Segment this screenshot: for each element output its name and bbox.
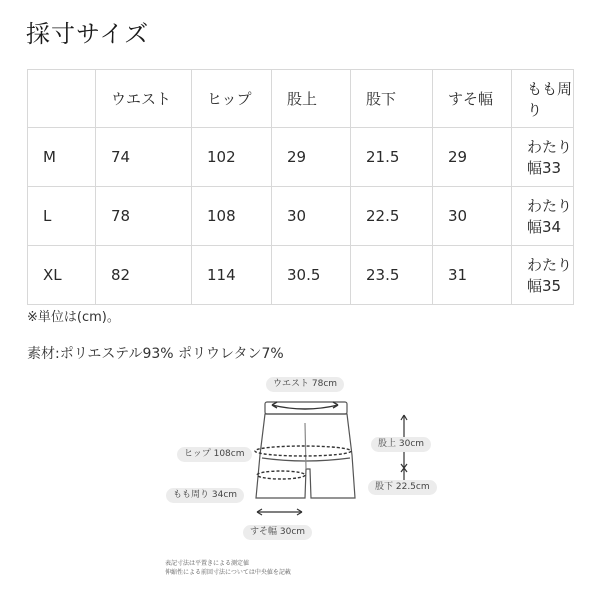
table-header-row [28,70,574,128]
page-title: 採寸サイズ [26,20,150,48]
size-cell: L [28,187,96,246]
rise-cell: 30.5 [272,246,351,305]
size-cell: M [28,128,96,187]
rise-label: 股上 30cm [371,437,431,452]
hem-cell: 31 [433,246,512,305]
header-cell-waist: ウエスト [96,70,192,128]
header-cell-thigh: もも周り [512,70,574,128]
hem-cell: 30 [433,187,512,246]
thigh-cell: わたり幅35 [512,246,574,305]
waist-label: ウエスト 78cm [266,377,344,392]
hip-cell: 114 [192,246,272,305]
fine-print-line: 表記寸法は平置きによる測定値 [165,560,250,567]
waist-cell: 74 [96,128,192,187]
hem-arrow [257,509,302,515]
table-row [28,187,574,246]
header-cell-empty [28,70,96,128]
hip-cell: 108 [192,187,272,246]
rise-cell: 29 [272,128,351,187]
table-row [28,128,574,187]
thigh-label: もも周り 34cm [166,488,244,503]
fine-print-line: 伸縮性による前回寸法については中央値を記載 [165,569,291,576]
header-cell-hip: ヒップ [192,70,272,128]
hem-label: すそ幅 30cm [243,525,312,540]
waist-arrow [272,402,338,409]
waist-cell: 82 [96,246,192,305]
inseam-cell: 22.5 [351,187,433,246]
inseam-cell: 23.5 [351,246,433,305]
center-seam [305,423,306,469]
rise-cell: 30 [272,187,351,246]
material-text: 素材:ポリエステル93% ポリウレタン7% [27,346,284,362]
hip-label: ヒップ 108cm [177,447,252,462]
table-row [28,246,574,305]
unit-note: ※単位は(cm)。 [27,310,120,325]
hip-cell: 102 [192,128,272,187]
measurement-diagram [0,365,600,600]
inseam-cell: 21.5 [351,128,433,187]
header-cell-hem: すそ幅 [433,70,512,128]
waist-cell: 78 [96,187,192,246]
thigh-measure-ellipse [257,471,305,479]
inseam-label: 股下 22.5cm [368,480,437,495]
hip-measure-ellipse [255,446,351,456]
header-cell-inseam: 股下 [351,70,433,128]
shorts-illustration [0,365,600,600]
size-table [27,69,574,305]
hem-cell: 29 [433,128,512,187]
thigh-cell: わたり幅34 [512,187,574,246]
thigh-cell: わたり幅33 [512,128,574,187]
shorts-outline [256,402,355,498]
size-cell: XL [28,246,96,305]
header-cell-rise: 股上 [272,70,351,128]
